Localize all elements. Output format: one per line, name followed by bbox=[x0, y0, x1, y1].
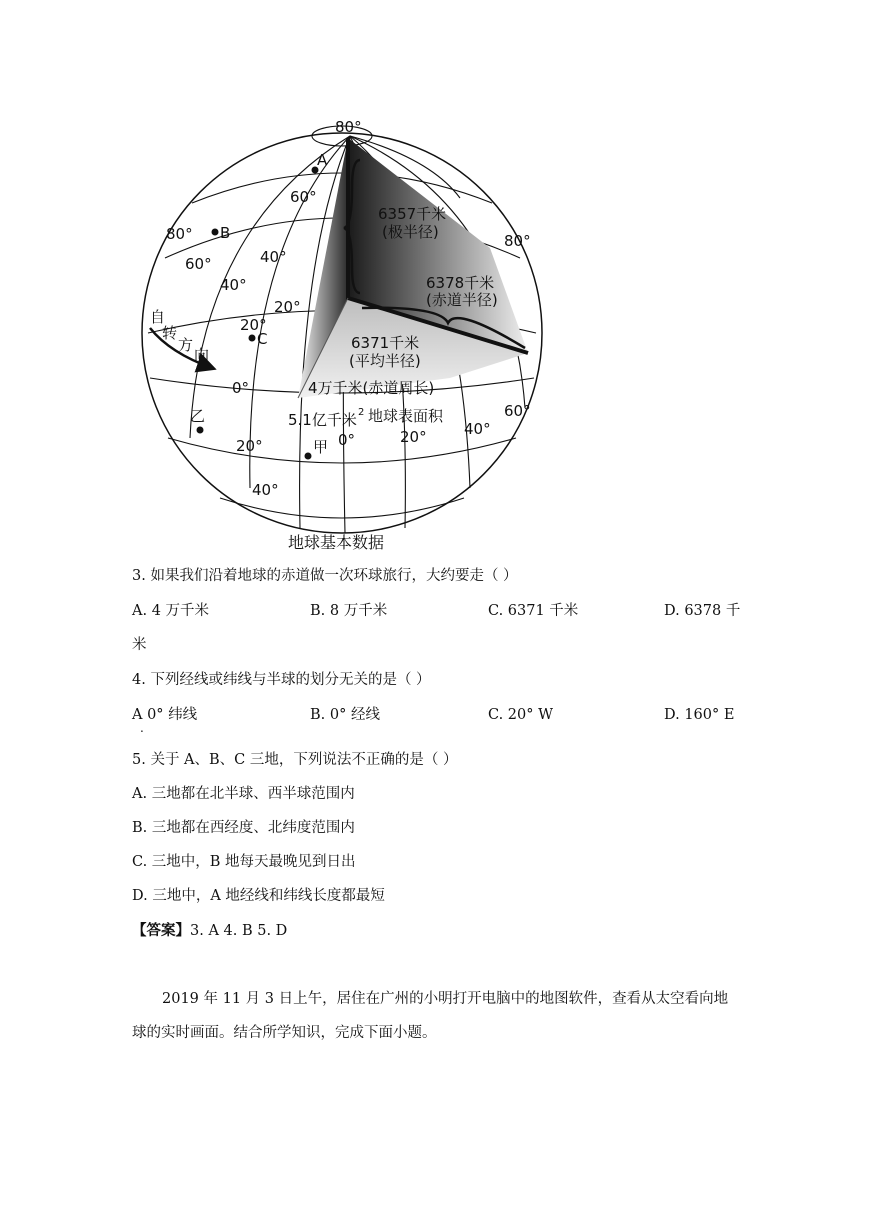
label-lat40-bottom: 40° bbox=[252, 481, 279, 499]
label-lat20-left: 20° bbox=[240, 316, 267, 334]
label-lon0: 0° bbox=[338, 431, 356, 449]
label-lat60-left: 60° bbox=[290, 188, 317, 206]
label-mean-radius-value: 6371千米 bbox=[351, 334, 420, 352]
label-lon60-right: 60° bbox=[504, 402, 531, 420]
label-circumference: 4万千米(赤道周长) bbox=[308, 379, 435, 397]
label-point-c: C bbox=[257, 330, 268, 348]
label-polar-radius-value: 6357千米 bbox=[378, 205, 447, 223]
label-equ-radius-value: 6378千米 bbox=[426, 274, 495, 292]
label-surface-sup: 2 bbox=[358, 407, 365, 418]
label-point-b: B bbox=[220, 224, 231, 242]
label-lat60-left2: 60° bbox=[185, 255, 212, 273]
label-lon40-top: 40° bbox=[260, 248, 287, 266]
label-lon20-top: 20° bbox=[274, 298, 301, 316]
label-point-jia: 甲 bbox=[313, 438, 329, 456]
figure-caption: 地球基本数据 bbox=[288, 533, 385, 552]
label-lat80-left: 80° bbox=[166, 225, 193, 243]
label-rotation-4: 向 bbox=[194, 346, 210, 364]
q5-option-b: B. 三地都在西经度、北纬度范围内 bbox=[132, 820, 355, 836]
label-lon20-bottom: 20° bbox=[400, 428, 427, 446]
answer-text: 3. A 4. B 5. D bbox=[190, 923, 288, 939]
q4-option-a: A 0° 纬线 bbox=[132, 707, 198, 723]
q5-stem: 5. 关于 A、B、C 三地，下列说法不正确的是（ ） bbox=[132, 752, 458, 768]
q3-option-c: C. 6371 千米 bbox=[488, 603, 579, 619]
q4-dot: . bbox=[140, 721, 144, 735]
label-equ-radius-name: (赤道半径) bbox=[426, 291, 498, 309]
label-lat20-bottom: 20° bbox=[236, 437, 263, 455]
label-polar-radius-name: (极半径) bbox=[382, 223, 439, 241]
label-mean-radius-name: (平均半径) bbox=[349, 352, 421, 370]
label-rotation-2: 转 bbox=[162, 324, 178, 342]
q5-option-c: C. 三地中，B 地每天最晚见到日出 bbox=[132, 854, 356, 870]
q4-option-d: D. 160° E bbox=[664, 707, 735, 723]
answer-line bbox=[132, 921, 287, 941]
q3-option-d: D. 6378 千 bbox=[664, 603, 741, 619]
label-lat40-left: 40° bbox=[220, 276, 247, 294]
q3-option-a: A. 4 万千米 bbox=[132, 603, 210, 619]
passage-line-1: 2019 年 11 月 3 日上午，居住在广州的小明打开电脑中的地图软件，查看从太空看向地 bbox=[162, 991, 729, 1007]
q4-option-c: C. 20° W bbox=[488, 707, 554, 723]
label-surface-value: 5.1亿千米 bbox=[288, 411, 357, 429]
q3-stem: 3. 如果我们沿着地球的赤道做一次环球旅行，大约要走（ ） bbox=[132, 568, 518, 584]
label-lat0: 0° bbox=[232, 379, 250, 397]
label-lon40-bottom: 40° bbox=[464, 420, 491, 438]
earth-data-figure bbox=[130, 108, 560, 558]
label-pole-lat: 80° bbox=[335, 118, 362, 136]
label-rotation-3: 方 bbox=[178, 336, 194, 354]
answer-label: 【答案】 bbox=[132, 922, 190, 939]
passage-line-2: 球的实时画面。结合所学知识，完成下面小题。 bbox=[132, 1025, 437, 1041]
q4-stem: 4. 下列经线或纬线与半球的划分无关的是（ ） bbox=[132, 672, 431, 688]
q5-option-a: A. 三地都在北半球、西半球范围内 bbox=[132, 786, 355, 802]
q3-option-d-continued: 米 bbox=[132, 637, 147, 653]
q5-option-d: D. 三地中，A 地经线和纬线长度都最短 bbox=[132, 888, 385, 904]
q4-option-b: B. 0° 经线 bbox=[310, 707, 380, 723]
label-point-yi: 乙 bbox=[190, 407, 206, 425]
label-surface-name: 地球表面积 bbox=[368, 407, 444, 425]
label-point-a: A bbox=[317, 151, 328, 169]
q3-option-b: B. 8 万千米 bbox=[310, 603, 388, 619]
label-lon80-right: 80° bbox=[504, 232, 531, 250]
label-rotation-1: 自 bbox=[150, 308, 166, 326]
